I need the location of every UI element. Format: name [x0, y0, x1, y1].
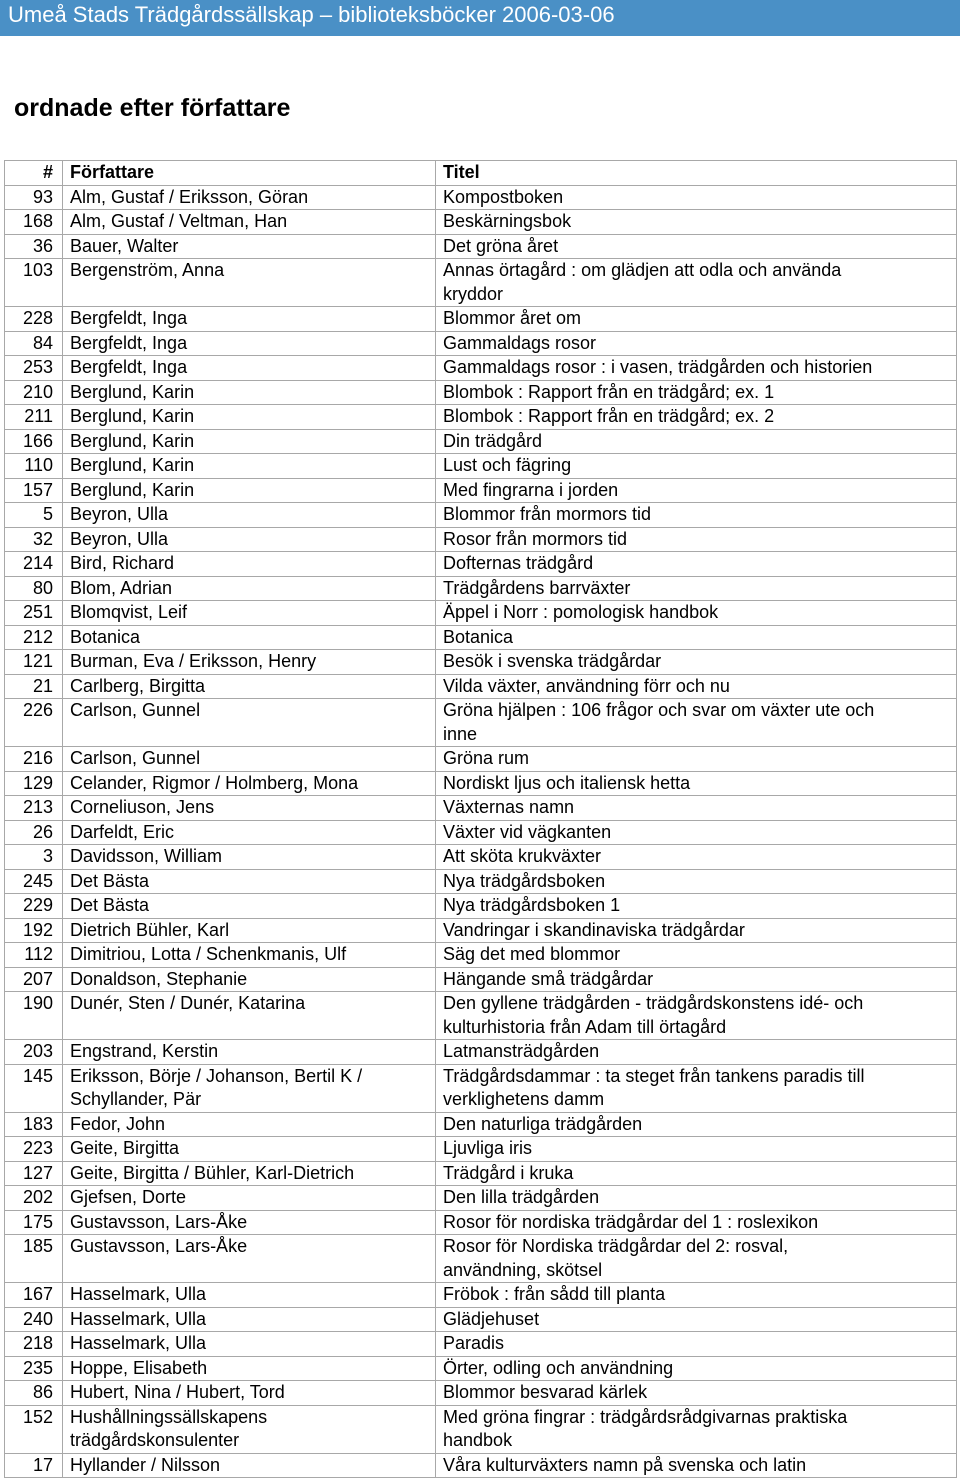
table-row — [5, 894, 957, 919]
book-number: 218 — [5, 1332, 63, 1357]
book-title: Rosor från mormors tid — [436, 527, 957, 552]
book-author: Geite, Birgitta / Bühler, Karl-Dietrich — [63, 1161, 436, 1186]
book-title: Våra kulturväxters namn på svenska och latin — [436, 1453, 957, 1478]
book-author: Berglund, Karin — [63, 380, 436, 405]
book-number: 145 — [5, 1064, 63, 1112]
table-row — [5, 331, 957, 356]
table-row — [5, 259, 957, 307]
book-title: Rosor för nordiska trädgårdar del 1 : roslexikon — [436, 1210, 957, 1235]
book-title: Den naturliga trädgården — [436, 1112, 957, 1137]
book-title: Med gröna fingrar : trädgårdsrådgivarnas praktiska handbok — [436, 1405, 957, 1453]
book-author: Beyron, Ulla — [63, 503, 436, 528]
book-author: Gustavsson, Lars-Åke — [63, 1210, 436, 1235]
table-row — [5, 674, 957, 699]
column-header-number: # — [5, 161, 63, 186]
book-title: Blommor året om — [436, 307, 957, 332]
book-number: 152 — [5, 1405, 63, 1453]
book-number: 129 — [5, 771, 63, 796]
book-author: Berglund, Karin — [63, 454, 436, 479]
book-author: Darfeldt, Eric — [63, 820, 436, 845]
table-row — [5, 1235, 957, 1283]
book-author: Botanica — [63, 625, 436, 650]
book-number: 127 — [5, 1161, 63, 1186]
book-author: Hubert, Nina / Hubert, Tord — [63, 1381, 436, 1406]
table-row — [5, 601, 957, 626]
book-author: Bergenström, Anna — [63, 259, 436, 307]
book-title: Växter vid vägkanten — [436, 820, 957, 845]
header-title: Umeå Stads Trädgårdssällskap – biblioteksböcker 2006-03-06 — [8, 2, 615, 27]
book-title: Trädgårdens barrväxter — [436, 576, 957, 601]
book-number: 229 — [5, 894, 63, 919]
book-title: Botanica — [436, 625, 957, 650]
table-row — [5, 918, 957, 943]
book-author: Geite, Birgitta — [63, 1137, 436, 1162]
page-subtitle: ordnade efter författare — [14, 94, 291, 122]
book-number: 5 — [5, 503, 63, 528]
book-number: 175 — [5, 1210, 63, 1235]
book-title: Annas örtagård : om glädjen att odla och använda kryddor — [436, 259, 957, 307]
table-body — [5, 185, 957, 1478]
book-title: Vilda växter, användning förr och nu — [436, 674, 957, 699]
book-title: Blommor från mormors tid — [436, 503, 957, 528]
book-title: Latmansträdgården — [436, 1040, 957, 1065]
book-number: 185 — [5, 1235, 63, 1283]
book-title: Det gröna året — [436, 234, 957, 259]
table-row — [5, 356, 957, 381]
book-number: 84 — [5, 331, 63, 356]
table-row — [5, 699, 957, 747]
book-title: Att sköta krukväxter — [436, 845, 957, 870]
book-author: Engstrand, Kerstin — [63, 1040, 436, 1065]
book-title: Nordiskt ljus och italiensk hetta — [436, 771, 957, 796]
book-number: 17 — [5, 1453, 63, 1478]
column-header-author: Författare — [63, 161, 436, 186]
book-author: Blom, Adrian — [63, 576, 436, 601]
book-number: 157 — [5, 478, 63, 503]
table-row — [5, 796, 957, 821]
book-author: Donaldson, Stephanie — [63, 967, 436, 992]
book-author: Det Bästa — [63, 894, 436, 919]
book-title: Din trädgård — [436, 429, 957, 454]
book-number: 235 — [5, 1356, 63, 1381]
book-author: Eriksson, Börje / Johanson, Bertil K / Schyllander, Pär — [63, 1064, 436, 1112]
table-row — [5, 1356, 957, 1381]
book-author: Bergfeldt, Inga — [63, 307, 436, 332]
table-row — [5, 625, 957, 650]
book-number: 80 — [5, 576, 63, 601]
book-title: Kompostboken — [436, 185, 957, 210]
table-row — [5, 1186, 957, 1211]
table-row — [5, 1210, 957, 1235]
book-number: 223 — [5, 1137, 63, 1162]
book-number: 228 — [5, 307, 63, 332]
book-number: 190 — [5, 992, 63, 1040]
book-title: Trädgårdsdammar : ta steget från tankens paradis till verklighetens damm — [436, 1064, 957, 1112]
book-number: 112 — [5, 943, 63, 968]
book-author: Dunér, Sten / Dunér, Katarina — [63, 992, 436, 1040]
book-author: Hushållningssällskapens trädgårdskonsulenter — [63, 1405, 436, 1453]
table-row — [5, 1453, 957, 1478]
book-title: Vandringar i skandinaviska trädgårdar — [436, 918, 957, 943]
table-row — [5, 1064, 957, 1112]
book-number: 26 — [5, 820, 63, 845]
book-number: 21 — [5, 674, 63, 699]
book-number: 214 — [5, 552, 63, 577]
book-number: 226 — [5, 699, 63, 747]
book-number: 251 — [5, 601, 63, 626]
book-title: Blommor besvarad kärlek — [436, 1381, 957, 1406]
table-row — [5, 429, 957, 454]
book-author: Bauer, Walter — [63, 234, 436, 259]
book-title: Lust och fägring — [436, 454, 957, 479]
table-row — [5, 992, 957, 1040]
book-number: 166 — [5, 429, 63, 454]
book-title: Rosor för Nordiska trädgårdar del 2: rosval, användning, skötsel — [436, 1235, 957, 1283]
table-row — [5, 576, 957, 601]
book-title: Ljuvliga iris — [436, 1137, 957, 1162]
book-title: Gammaldags rosor — [436, 331, 957, 356]
book-title: Med fingrarna i jorden — [436, 478, 957, 503]
book-author: Alm, Gustaf / Eriksson, Göran — [63, 185, 436, 210]
book-title: Gammaldags rosor : i vasen, trädgården och historien — [436, 356, 957, 381]
book-title: Äppel i Norr : pomologisk handbok — [436, 601, 957, 626]
table-row — [5, 771, 957, 796]
book-title: Besök i svenska trädgårdar — [436, 650, 957, 675]
book-number: 216 — [5, 747, 63, 772]
table-row — [5, 1112, 957, 1137]
table-row — [5, 307, 957, 332]
table-row — [5, 527, 957, 552]
book-number: 192 — [5, 918, 63, 943]
books-table — [4, 160, 957, 1478]
book-author: Corneliuson, Jens — [63, 796, 436, 821]
book-number: 211 — [5, 405, 63, 430]
book-author: Berglund, Karin — [63, 405, 436, 430]
book-title: Nya trädgårdsboken 1 — [436, 894, 957, 919]
book-number: 210 — [5, 380, 63, 405]
book-number: 202 — [5, 1186, 63, 1211]
book-number: 110 — [5, 454, 63, 479]
book-title: Nya trädgårdsboken — [436, 869, 957, 894]
column-header-title: Titel — [436, 161, 957, 186]
book-number: 121 — [5, 650, 63, 675]
book-author: Davidsson, William — [63, 845, 436, 870]
table-row — [5, 820, 957, 845]
book-author: Hasselmark, Ulla — [63, 1283, 436, 1308]
page-header — [0, 0, 960, 36]
book-title: Glädjehuset — [436, 1307, 957, 1332]
book-author: Burman, Eva / Eriksson, Henry — [63, 650, 436, 675]
book-title: Trädgård i kruka — [436, 1161, 957, 1186]
book-title: Växternas namn — [436, 796, 957, 821]
book-author: Hasselmark, Ulla — [63, 1307, 436, 1332]
table-row — [5, 478, 957, 503]
book-number: 86 — [5, 1381, 63, 1406]
table-row — [5, 845, 957, 870]
table-header-row — [5, 161, 957, 186]
table-row — [5, 967, 957, 992]
table-row — [5, 747, 957, 772]
book-title: Gröna rum — [436, 747, 957, 772]
book-author: Gustavsson, Lars-Åke — [63, 1235, 436, 1283]
book-title: Den lilla trädgården — [436, 1186, 957, 1211]
book-author: Berglund, Karin — [63, 478, 436, 503]
book-author: Hoppe, Elisabeth — [63, 1356, 436, 1381]
table-row — [5, 1405, 957, 1453]
book-author: Gjefsen, Dorte — [63, 1186, 436, 1211]
book-number: 240 — [5, 1307, 63, 1332]
table-row — [5, 1137, 957, 1162]
book-title: Säg det med blommor — [436, 943, 957, 968]
book-author: Carlson, Gunnel — [63, 747, 436, 772]
book-number: 93 — [5, 185, 63, 210]
table-row — [5, 234, 957, 259]
book-title: Fröbok : från sådd till planta — [436, 1283, 957, 1308]
book-author: Bergfeldt, Inga — [63, 356, 436, 381]
book-number: 253 — [5, 356, 63, 381]
table-row — [5, 1381, 957, 1406]
table-row — [5, 650, 957, 675]
table-row — [5, 1332, 957, 1357]
book-author: Carlson, Gunnel — [63, 699, 436, 747]
table-row — [5, 1283, 957, 1308]
book-author: Bird, Richard — [63, 552, 436, 577]
book-number: 167 — [5, 1283, 63, 1308]
book-author: Beyron, Ulla — [63, 527, 436, 552]
book-title: Blombok : Rapport från en trädgård; ex. 1 — [436, 380, 957, 405]
book-title: Hängande små trädgårdar — [436, 967, 957, 992]
book-number: 245 — [5, 869, 63, 894]
book-author: Dietrich Bühler, Karl — [63, 918, 436, 943]
book-author: Fedor, John — [63, 1112, 436, 1137]
book-number: 103 — [5, 259, 63, 307]
table-row — [5, 210, 957, 235]
book-title: Örter, odling och användning — [436, 1356, 957, 1381]
book-title: Paradis — [436, 1332, 957, 1357]
table-row — [5, 380, 957, 405]
book-author: Celander, Rigmor / Holmberg, Mona — [63, 771, 436, 796]
table-row — [5, 185, 957, 210]
book-number: 36 — [5, 234, 63, 259]
book-title: Beskärningsbok — [436, 210, 957, 235]
book-number: 212 — [5, 625, 63, 650]
book-author: Bergfeldt, Inga — [63, 331, 436, 356]
book-author: Hyllander / Nilsson — [63, 1453, 436, 1478]
table-row — [5, 552, 957, 577]
book-author: Blomqvist, Leif — [63, 601, 436, 626]
table-row — [5, 454, 957, 479]
book-number: 3 — [5, 845, 63, 870]
book-number: 168 — [5, 210, 63, 235]
table-row — [5, 1161, 957, 1186]
book-number: 32 — [5, 527, 63, 552]
table-row — [5, 869, 957, 894]
book-title: Gröna hjälpen : 106 frågor och svar om växter ute och inne — [436, 699, 957, 747]
book-author: Det Bästa — [63, 869, 436, 894]
table-row — [5, 405, 957, 430]
table-row — [5, 943, 957, 968]
book-title: Dofternas trädgård — [436, 552, 957, 577]
book-author: Berglund, Karin — [63, 429, 436, 454]
table-row — [5, 503, 957, 528]
book-author: Dimitriou, Lotta / Schenkmanis, Ulf — [63, 943, 436, 968]
book-title: Den gyllene trädgården - trädgårdskonstens idé- och kulturhistoria från Adam till örtagård — [436, 992, 957, 1040]
book-author: Alm, Gustaf / Veltman, Han — [63, 210, 436, 235]
book-author: Hasselmark, Ulla — [63, 1332, 436, 1357]
table-row — [5, 1307, 957, 1332]
book-author: Carlberg, Birgitta — [63, 674, 436, 699]
table-row — [5, 1040, 957, 1065]
book-number: 213 — [5, 796, 63, 821]
book-number: 203 — [5, 1040, 63, 1065]
book-number: 207 — [5, 967, 63, 992]
book-number: 183 — [5, 1112, 63, 1137]
book-title: Blombok : Rapport från en trädgård; ex. 2 — [436, 405, 957, 430]
